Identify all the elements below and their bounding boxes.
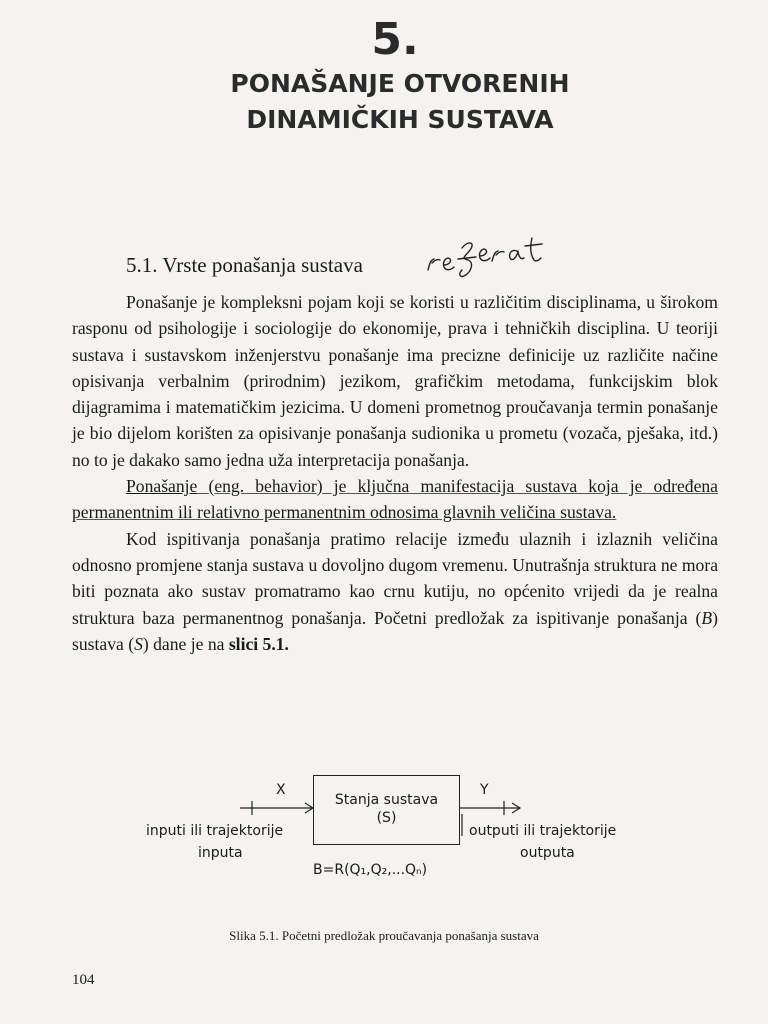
paragraph-text: ) dane je na [142,633,229,654]
section-heading: 5.1. Vrste ponašanja sustava [126,253,363,277]
handwritten-note [424,232,554,280]
input-label: inputi ili trajektorije [146,823,284,839]
system-box-symbol: (S) [376,810,397,826]
output-variable: Y [480,782,489,798]
output-label: outputi ili trajektorije [469,823,617,839]
system-box-title: Stanja sustava [334,792,439,808]
paragraph-text: (eng. behavior) je ključna manifestacija sustava koja je određena permanentnim ili relativno permanentnim odnosima glavnih veličina sustava. [72,476,718,523]
paragraph: Ponašanje je kompleksni pojam koji se koristi u različitim disciplinama, u širokom rasponu od psihologije i sociologije do ekonomije, prava i tehničkih disciplina. U teoriji sustava i sustavskom inženjerstvu ponašanje ima precizne definicije uz različite načine opisivanja verbalnim (prirodnim) jezikom, grafičkim metodama, funkcijskim blok dijagramima i matematičkim jezicima. U domeni prometnog proučavanja termin ponašanje je bio dijelom korišten za opisivanje ponašanja sudionika u prometu (vozača, pješaka, itd.) no to je dakako samo jedna uža interpretacija ponašanja. [72,292,718,470]
symbol-s: S [134,633,143,654]
paragraph [72,526,718,657]
page-number: 104 [72,972,95,988]
system-diagram [130,770,650,890]
chapter-number: 5. [371,14,419,65]
figure-caption: Slika 5.1. Početni predložak proučavanja ponašanja sustava [229,928,539,943]
paragraph [72,473,718,526]
body-text [72,289,718,657]
input-variable: X [276,782,286,798]
paragraph-text: Kod ispitivanja ponašanja pratimo relacije između ulaznih i izlaznih veličina odnosno promjene stanja sustava u dovoljno dugom vremenu. Unutrašnja struktura ne mora biti poznata ako sustav promatramo kao crnu kutiju, no općenito vrijedi da je realna struktura baza permanentnog ponašanja. Početni predložak za ispitivanje ponašanja ( [72,528,718,628]
output-label-line2: outputa [520,845,575,861]
symbol-b: B [701,607,713,628]
paragraph-text: ) sustava ( [72,607,718,654]
input-label-line2: inputa [198,845,243,861]
figure-reference: slici 5.1. [228,633,289,654]
chapter-title [0,66,768,138]
underlined-term: Ponašanje [126,476,198,497]
chapter-title-line: DINAMIČKIH SUSTAVA [246,105,554,134]
behavior-formula: B=R(Q₁,Q₂,...Qₙ) [313,862,428,878]
chapter-title-line: PONAŠANJE OTVORENIH [230,69,570,98]
system-box [313,775,460,845]
